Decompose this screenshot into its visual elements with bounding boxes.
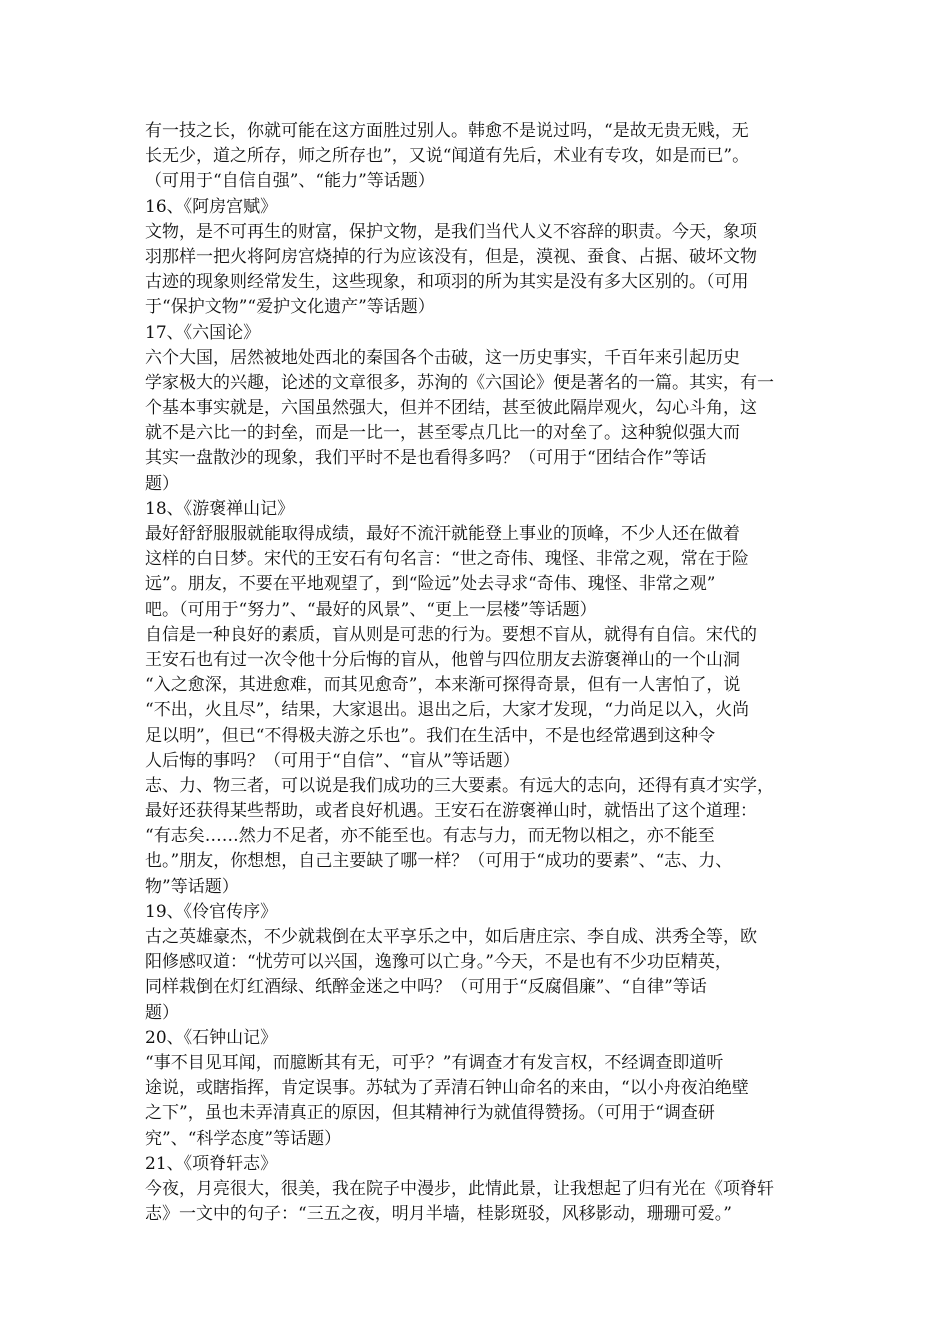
text-line: 羽那样一把火将阿房宫烧掉的行为应该没有，但是，漠视、蚕食、占据、破坏文物 — [145, 246, 757, 267]
text-line: 同样栽倒在灯红酒绿、纸醉金迷之中吗？（可用于“反腐倡廉”、“自律”等话 — [145, 977, 707, 998]
text-line: 文物，是不可再生的财富，保护文物，是我们当代人义不容辞的职责。今天，象项 — [145, 221, 757, 242]
text-line: 其实一盘散沙的现象，我们平时不是也看得多吗？（可用于“团结合作”等话 — [145, 448, 707, 469]
section-heading: 19、《伶官传序》 — [145, 901, 278, 922]
paragraph — [145, 522, 813, 623]
section-heading: 18、《游褒禅山记》 — [145, 498, 295, 519]
text-line: 远”。朋友，不要在平地观望了，到“险远”处去寻求“奇伟、瑰怪、非常之观” — [145, 574, 716, 595]
paragraph — [145, 774, 813, 900]
text-line: 有一技之长，你就可能在这方面胜过别人。韩愈不是说过吗，“是故无贵无贱，无 — [145, 121, 749, 141]
text-line: 古迹的现象则经常发生，这些现象，和项羽的所为其实是没有多大区别的。（可用 — [145, 272, 749, 293]
paragraph — [145, 1177, 813, 1227]
text-line: 究”、“科学态度”等话题） — [145, 1128, 342, 1149]
section-heading: 21、《项脊轩志》 — [145, 1153, 278, 1174]
text-line: 就不是六比一的封垒，而是一比一，甚至零点几比一的对垒了。这种貌似强大而 — [145, 423, 740, 444]
text-line: 六个大国，居然被地处西北的秦国各个击破，这一历史事实，千百年来引起历史 — [145, 347, 740, 368]
paragraph — [145, 220, 813, 321]
document-body — [145, 119, 813, 1227]
text-line: 之下”，虽也未弄清真正的原因，但其精神行为就值得赞扬。（可用于“调查研 — [145, 1103, 715, 1124]
text-line: 志、力、物三者，可以说是我们成功的三大要素。有远大的志向，还得有真才实学， — [145, 775, 774, 796]
section-heading: 17、《六国论》 — [145, 322, 261, 343]
section-heading: 16、《阿房宫赋》 — [145, 196, 278, 217]
paragraph — [145, 1051, 813, 1152]
text-line: 个基本事实就是，六国虽然强大，但并不团结，甚至彼此隔岸观火，勾心斗角，这 — [145, 398, 757, 419]
text-line: 王安石也有过一次令他十分后悔的盲从，他曾与四位朋友去游褒禅山的一个山洞 — [145, 649, 740, 670]
text-line: 学家极大的兴趣，论述的文章很多，苏洵的《六国论》便是著名的一篇。其实，有一 — [145, 372, 774, 393]
section-heading: 20、《石钟山记》 — [145, 1027, 278, 1048]
text-line: 自信是一种良好的素质，盲从则是可悲的行为。要想不盲从，就得有自信。宋代的 — [145, 624, 757, 645]
text-line: 题） — [145, 1002, 179, 1023]
paragraph — [145, 925, 813, 1026]
text-line: 今夜，月亮很大，很美，我在院子中漫步，此情此景，让我想起了归有光在《项脊轩 — [145, 1178, 774, 1199]
text-line: 最好还获得某些帮助，或者良好机遇。王安石在游褒禅山时，就悟出了这个道理： — [145, 801, 757, 822]
text-line: 物”等话题） — [145, 876, 239, 897]
text-line: 足以明”，但已“不得极夫游之乐也”。我们在生活中，不是也经常遇到这种令 — [145, 725, 716, 746]
text-line: 这样的白日梦。宋代的王安石有句名言：“世之奇伟、瑰怪、非常之观，常在于险 — [145, 549, 749, 570]
text-line: “不出，火且尽”，结果，大家退出。退出之后，大家才发现，“力尚足以入，火尚 — [145, 700, 750, 721]
paragraph — [145, 119, 813, 195]
text-line: “事不目见耳闻，而臆断其有无，可乎？”有调查才有发言权，不经调查即道听 — [145, 1052, 724, 1073]
text-line: 途说，或瞎指挥，肯定误事。苏轼为了弄清石钟山命名的来由，“以小舟夜泊绝壁 — [145, 1078, 749, 1099]
text-line: “入之愈深，其进愈难，而其见愈奇”，本来渐可探得奇景，但有一人害怕了，说 — [145, 675, 741, 696]
text-line: 人后悔的事吗？（可用于“自信”、“盲从”等话题） — [145, 750, 520, 771]
text-line: 吧。（可用于“努力”、“最好的风景”、“更上一层楼”等话题） — [145, 599, 597, 620]
text-line: 阳修感叹道：“忧劳可以兴国，逸豫可以亡身。”今天，不是也有不少功臣精英， — [145, 952, 732, 973]
text-line: （可用于“自信自强”、“能力”等话题） — [145, 171, 435, 192]
paragraph — [145, 623, 813, 774]
text-line: 题） — [145, 473, 179, 494]
text-line: “有志矣……然力不足者，亦不能至也。有志与力，而无物以相之，亦不能至 — [145, 826, 715, 847]
text-line: 也。”朋友，你想想，自己主要缺了哪一样？（可用于“成功的要素”、“志、力、 — [145, 851, 733, 872]
text-line: 于“保护文物”“爱护文化遗产”等话题） — [145, 297, 435, 318]
text-line: 最好舒舒服服就能取得成绩，最好不流汗就能登上事业的顶峰，不少人还在做着 — [145, 524, 740, 544]
text-line: 古之英雄豪杰，不少就栽倒在太平享乐之中，如后唐庄宗、李自成、洪秀全等，欧 — [145, 927, 757, 947]
paragraph — [145, 346, 813, 497]
text-line: 长无少，道之所存，师之所存也”，又说“闻道有先后，术业有专攻，如是而已”。 — [145, 146, 750, 167]
text-line: 志》一文中的句子：“三五之夜，明月半墙，桂影斑驳，风移影动，珊珊可爱。” — [145, 1204, 732, 1225]
